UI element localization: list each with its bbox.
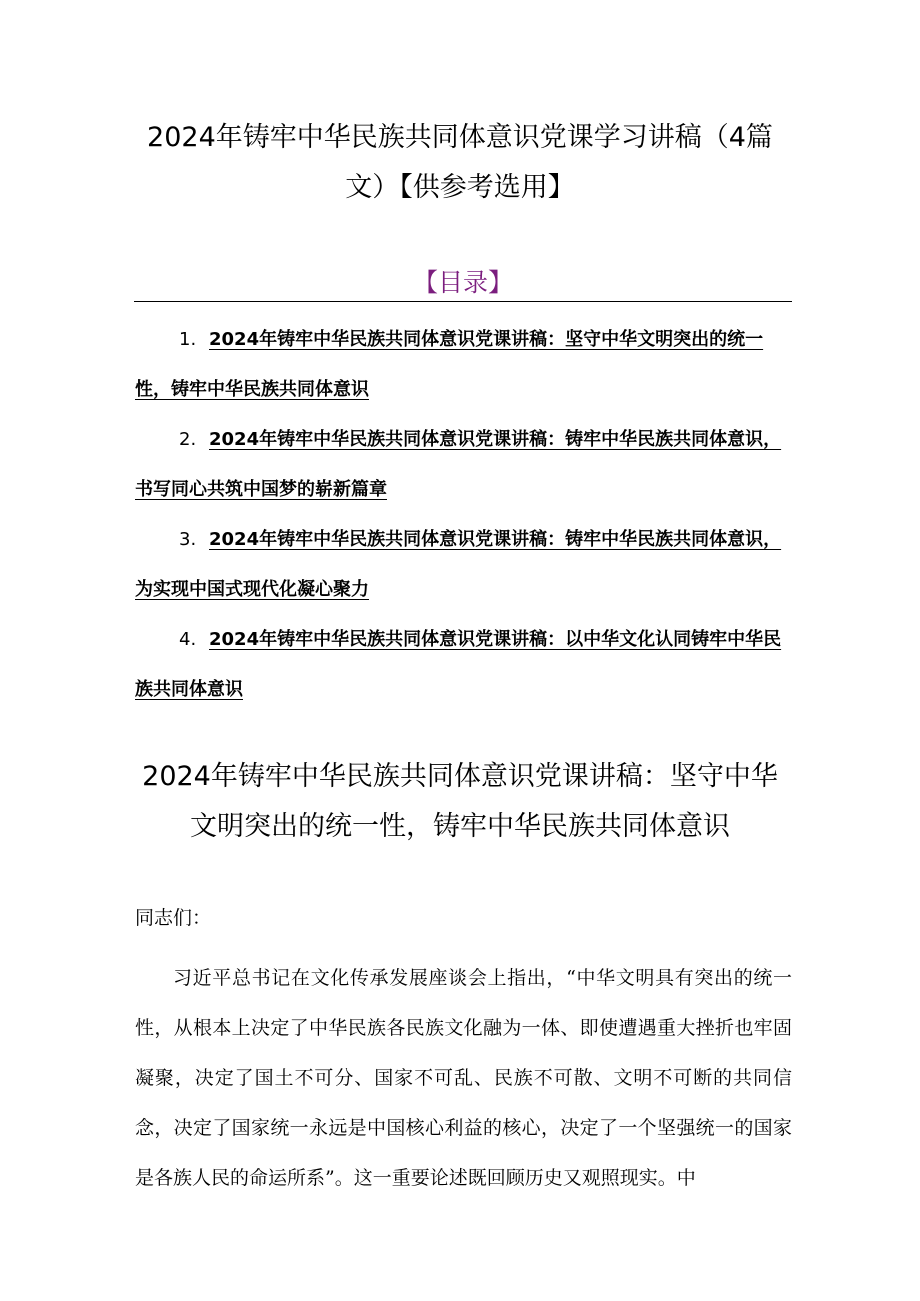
salutation: 同志们： [135,907,212,929]
toc-link-4[interactable]: 2024年铸牢中华民族共同体意识党课讲稿：以中华文化认同铸牢中华民族共同体意识 [135,629,782,700]
toc-item-4 [135,615,792,715]
toc-heading: 【目录】 [412,268,513,297]
toc-item-3 [135,515,792,615]
toc-link-3[interactable]: 2024年铸牢中华民族共同体意识党课讲稿：铸牢中华民族共同体意识，为实现中国式现代化凝心聚力 [135,529,782,600]
toc-link-1[interactable]: 2024年铸牢中华民族共同体意识党课讲稿：坚守中华文明突出的统一性，铸牢中华民族共同体意识 [135,329,764,400]
table-of-contents [135,315,792,715]
toc-link-2[interactable]: 2024年铸牢中华民族共同体意识党课讲稿：铸牢中华民族共同体意识，书写同心共筑中国梦的崭新篇章 [135,429,782,500]
toc-divider [134,301,792,302]
toc-item-number: 3. [179,529,197,550]
body-paragraph: 习近平总书记在文化传承发展座谈会上指出，“中华文明具有突出的统一性，从根本上决定了中华民族各民族文化融为一体、即使遭遇重大挫折也牢固凝聚，决定了国土不可分、国家不可乱、民族不可散、文明不可断的共同信念，决定了国家统一永远是中国核心利益的核心，决定了一个坚强统一的国家是各族人民的命运所系”。这一重要论述既回顾历史又观照现实。中 [135,967,792,1189]
toc-item-number: 1. [179,329,197,350]
document-title: 2024年铸牢中华民族共同体意识党课学习讲稿（4篇文）【供参考选用】 [147,122,773,203]
toc-item-1 [135,315,792,415]
toc-item-2 [135,415,792,515]
section-title: 2024年铸牢中华民族共同体意识党课讲稿：坚守中华文明突出的统一性，铸牢中华民族共同体意识 [142,761,778,842]
toc-item-number: 2. [179,429,197,450]
toc-item-number: 4. [179,629,197,650]
